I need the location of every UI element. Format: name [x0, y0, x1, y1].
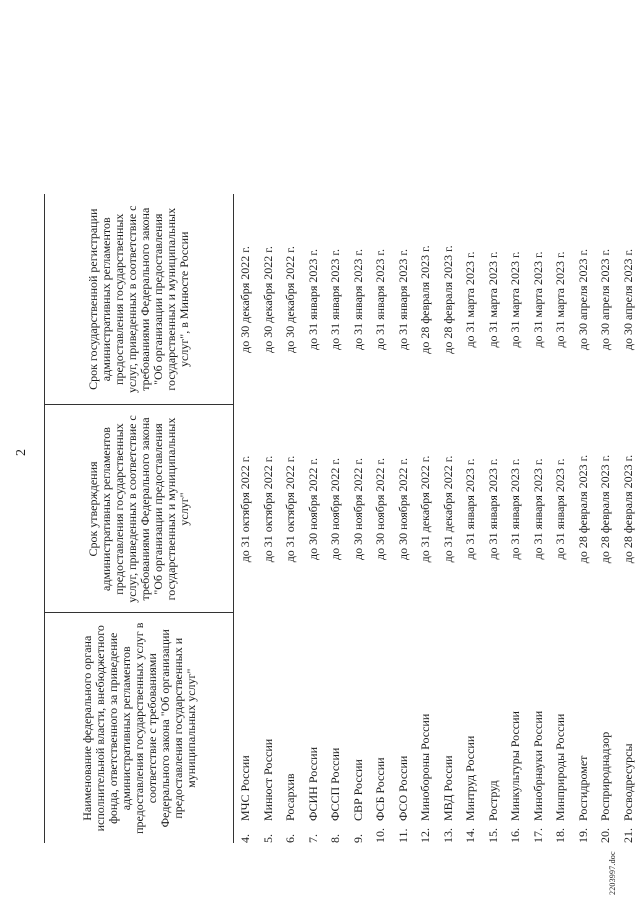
- row-number: 6.: [283, 834, 298, 843]
- registration-deadline: до 31 марта 2023 г.: [530, 251, 545, 348]
- header-row: [45, 194, 234, 843]
- org-name: Росгидромет: [575, 755, 590, 821]
- row-number: 16.: [508, 828, 523, 843]
- row-number: 19.: [575, 828, 590, 843]
- row-number: 4.: [238, 834, 253, 843]
- table-row: [347, 194, 370, 843]
- registration-deadline: до 31 марта 2023 г.: [485, 251, 500, 348]
- table-row: [437, 194, 460, 843]
- registration-deadline: до 31 марта 2023 г.: [463, 251, 478, 348]
- approval-deadline: до 31 января 2023 г.: [530, 458, 545, 560]
- table-row: [392, 194, 415, 843]
- row-number: 20.: [598, 828, 613, 843]
- registration-deadline: до 31 марта 2023 г.: [508, 251, 523, 348]
- org-name: ФСБ России: [373, 757, 388, 821]
- registration-deadline: до 30 декабря 2022 г.: [260, 246, 275, 353]
- approval-deadline: до 30 ноября 2022 г.: [373, 458, 388, 561]
- registration-deadline: до 28 февраля 2023 г.: [418, 245, 433, 354]
- approval-deadline: до 30 ноября 2022 г.: [305, 458, 320, 561]
- org-name: ФСИН России: [305, 747, 320, 821]
- registration-deadline: до 31 января 2023 г.: [373, 249, 388, 350]
- registration-deadline: до 30 апреля 2023 г.: [575, 248, 590, 351]
- approval-deadline: до 31 января 2023 г.: [508, 458, 523, 560]
- approval-deadline: до 28 февраля 2023 г.: [620, 454, 635, 564]
- row-number: 10.: [373, 828, 388, 843]
- table-row: [324, 194, 347, 843]
- approval-deadline: до 28 февраля 2023 г.: [575, 454, 590, 564]
- row-number: 15.: [485, 828, 500, 843]
- table-row: [594, 194, 617, 843]
- org-name: Росводресурсы: [620, 743, 635, 821]
- approval-deadline: до 31 октября 2022 г.: [238, 455, 253, 563]
- table-row: [527, 194, 550, 843]
- row-number: 5.: [260, 834, 275, 843]
- approval-deadline: до 31 января 2023 г.: [485, 458, 500, 560]
- table-body: [234, 194, 640, 843]
- table-row: [257, 194, 280, 843]
- approval-deadline: до 30 ноября 2022 г.: [395, 458, 410, 561]
- registration-deadline: до 30 декабря 2022 г.: [238, 246, 253, 353]
- table-row: [572, 194, 595, 843]
- org-name: Минобороны России: [418, 713, 433, 821]
- org-name: Минюст России: [260, 738, 275, 821]
- table-row: [234, 194, 257, 843]
- table-row: [482, 194, 505, 843]
- row-number: 14.: [463, 828, 478, 843]
- table-row: [369, 194, 392, 843]
- deadlines-table: [44, 194, 639, 843]
- org-name: МВД России: [440, 755, 455, 821]
- header-approval-deadline: Срок утверждения административных регламентов предоставления государственных услуг, приведенных в соответствие с требованиями Федерального закона "Об организации предоставления государственных и муниципальных услуг": [45, 405, 234, 613]
- approval-deadline: до 31 января 2023 г.: [553, 458, 568, 560]
- approval-deadline: до 30 ноября 2022 г.: [350, 458, 365, 561]
- org-name: Роструд: [485, 780, 500, 821]
- row-number: 7.: [305, 834, 320, 843]
- registration-deadline: до 31 января 2023 г.: [328, 249, 343, 350]
- row-number: 17.: [530, 828, 545, 843]
- org-name: ФСО России: [395, 755, 410, 821]
- approval-deadline: до 28 февраля 2023 г.: [598, 454, 613, 564]
- row-number: 8.: [328, 834, 343, 843]
- registration-deadline: до 30 апреля 2023 г.: [598, 248, 613, 351]
- row-number: 21.: [620, 828, 635, 843]
- registration-deadline: до 30 апреля 2023 г.: [620, 248, 635, 351]
- approval-deadline: до 30 ноября 2022 г.: [328, 458, 343, 561]
- table-row: [279, 194, 302, 843]
- org-name: Минкультуры России: [508, 711, 523, 821]
- org-name: ФССП России: [328, 747, 343, 821]
- table-row: [504, 194, 527, 843]
- approval-deadline: до 31 января 2023 г.: [463, 458, 478, 560]
- header-registration-deadline: Срок государственной регистрации административных регламентов предоставления государственных услуг, приведенных в соответствие с требованиями Федерального закона "Об организации предоставления государственных и муниципальных услуг", в Минюсте России: [45, 194, 234, 405]
- org-name: СВР России: [350, 759, 365, 821]
- approval-deadline: до 31 декабря 2022 г.: [440, 455, 455, 563]
- row-number: 13.: [440, 828, 455, 843]
- registration-deadline: до 31 января 2023 г.: [395, 249, 410, 350]
- row-number: 18.: [553, 828, 568, 843]
- table-row: [459, 194, 482, 843]
- row-number: 11.: [395, 828, 410, 843]
- org-name: Минприроды России: [553, 713, 568, 821]
- approval-deadline: до 31 декабря 2022 г.: [418, 455, 433, 563]
- row-number: 9.: [350, 834, 365, 843]
- registration-deadline: до 28 февраля 2023 г.: [440, 245, 455, 354]
- table-row: [617, 194, 640, 843]
- registration-deadline: до 31 марта 2023 г.: [553, 251, 568, 348]
- header-org: Наименование федерального органа исполнительной власти, внебюджетного фонда, ответственного за приведение административных регламентов предоставления государственных услуг в соответствие с требованиями Федерального закона "Об организации предоставления государственных и муниципальных услуг": [45, 613, 234, 843]
- org-name: Минтруд России: [463, 735, 478, 821]
- page-number: 2: [14, 449, 29, 456]
- approval-deadline: до 31 октября 2022 г.: [283, 455, 298, 563]
- approval-deadline: до 31 октября 2022 г.: [260, 455, 275, 563]
- table-row: [302, 194, 325, 843]
- registration-deadline: до 31 января 2023 г.: [305, 249, 320, 350]
- org-name: Росархив: [283, 773, 298, 821]
- org-name: Минобрнауки России: [530, 710, 545, 821]
- table-row: [549, 194, 572, 843]
- registration-deadline: до 31 января 2023 г.: [350, 249, 365, 350]
- org-name: Росприроднадзор: [598, 731, 613, 821]
- table-row: [414, 194, 437, 843]
- org-name: МЧС России: [238, 755, 253, 821]
- row-number: 12.: [418, 828, 433, 843]
- footer-doc-code: 2203997.doc: [608, 851, 617, 895]
- registration-deadline: до 30 декабря 2022 г.: [283, 246, 298, 353]
